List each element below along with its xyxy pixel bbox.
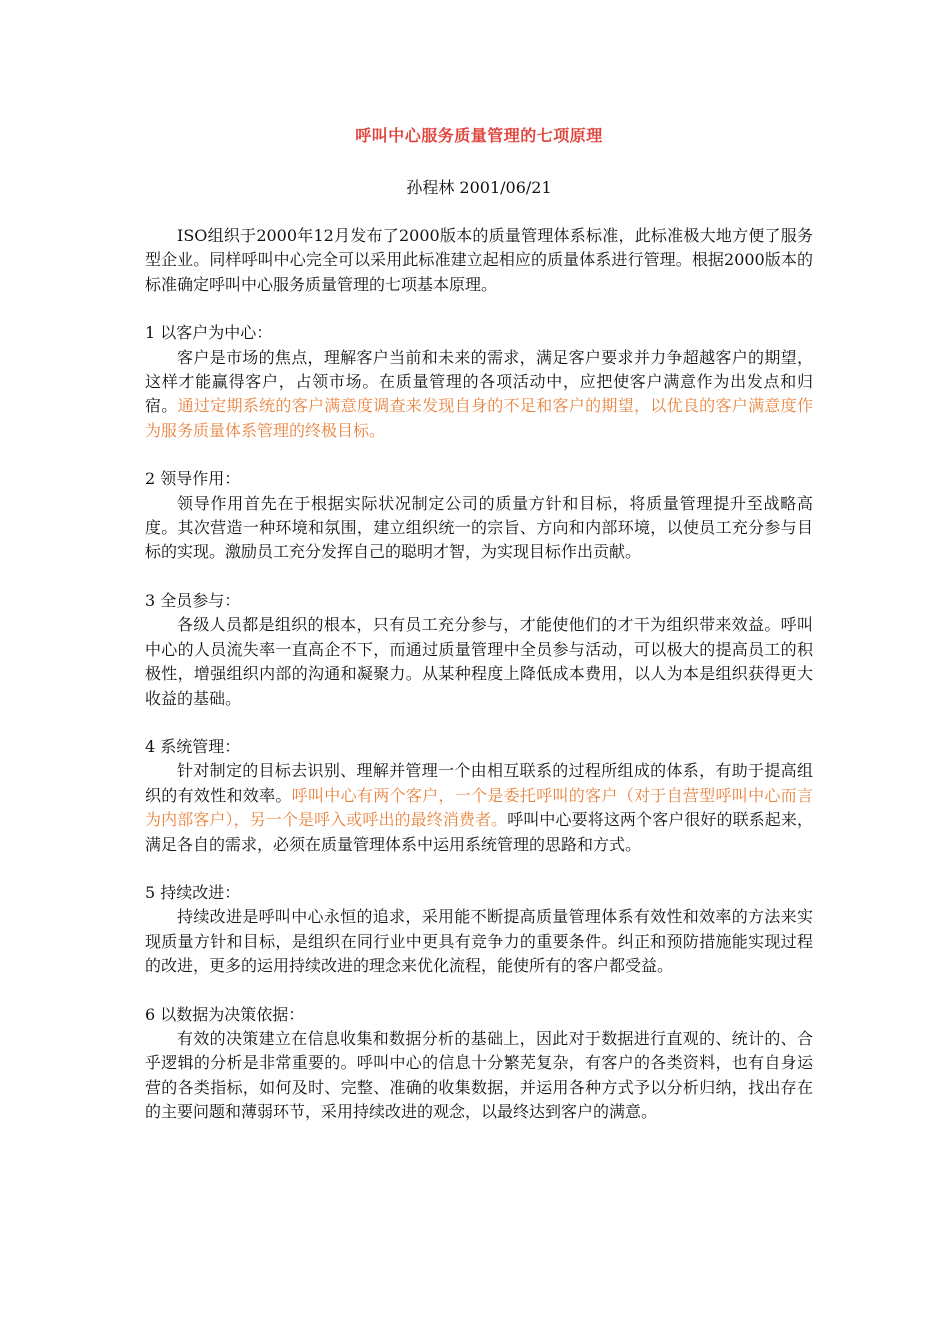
- section-text-continued: 呼叫中心要将这两个客户很好的联系起来，满足各自的需求，必须在质量管理体系中运用系统管理的思路和方式。: [145, 810, 813, 854]
- section-heading: 4 系统管理：: [145, 736, 241, 756]
- section-heading: 5 持续改进：: [145, 882, 241, 902]
- section-heading: 2 领导作用：: [145, 469, 241, 489]
- section-text: 持续改进是呼叫中心永恒的追求，采用能不断提高质量管理体系有效性和效率的方法来实现质量方针和目标，是组织在同行业中更具有竞争力的重要条件。纠正和预防措施能实现过程的改进，更多的运用持续改进的理念来优化流程，能使所有的客户都受益。: [145, 907, 813, 976]
- document-page: [145, 118, 813, 1125]
- section-text: 有效的决策建立在信息收集和数据分析的基础上，因此对于数据进行直观的、统计的、合乎逻辑的分析是非常重要的。呼叫中心的信息十分繁芜复杂，有客户的各类资料，也有自身运营的各类指标，如何及时、完整、准确的收集数据，并运用各种方式予以分析归纳，找出存在的主要问题和薄弱环节，采用持续改进的观念，以最终达到客户的满意。: [145, 1028, 813, 1122]
- intro-paragraph: ISO组织于2000年12月发布了2000版本的质量管理体系标准，此标准极大地方便了服务型企业。同样呼叫中心完全可以采用此标准建立起相应的质量体系进行管理。根据2000版本的标准确定呼叫中心服务质量管理的七项基本原理。: [145, 226, 813, 294]
- section-body: [145, 492, 813, 565]
- section-involvement: [145, 589, 813, 711]
- section-text: 领导作用首先在于根据实际状况制定公司的质量方针和目标，将质量管理提升至战略高度。其次营造一种环境和氛围，建立组织统一的宗旨、方向和内部环境，以使员工充分参与目标的实现。激励员工充分发挥自己的聪明才智，为实现目标作出贡献。: [145, 493, 813, 562]
- section-text: 客户是市场的焦点，理解客户当前和未来的需求，满足客户要求并力争超越客户的期望，这样才能赢得客户，占领市场。在质量管理的各项活动中，应把使客户满意作为出发点和归宿。: [145, 347, 813, 416]
- section-body: [145, 759, 813, 857]
- section-text: 针对制定的目标去识别、理解并管理一个由相互联系的过程所组成的体系，有助于提高组织的有效性和效率。: [145, 761, 813, 805]
- section-body: [145, 613, 813, 711]
- document-title: 呼叫中心服务质量管理的七项原理: [355, 126, 603, 145]
- section-heading: 3 全员参与：: [145, 590, 241, 610]
- section-continuous-improvement: [145, 881, 813, 979]
- highlighted-text: 通过定期系统的客户满意度调查来发现自身的不足和客户的期望，以优良的客户满意度作为服务质量体系管理的终极目标。: [145, 396, 813, 440]
- section-system-management: [145, 735, 813, 857]
- section-data-decisions: [145, 1003, 813, 1125]
- section-body: [145, 905, 813, 978]
- section-leadership: [145, 467, 813, 565]
- section-body: [145, 1027, 813, 1125]
- section-text: 各级人员都是组织的根本，只有员工充分参与，才能使他们的才干为组织带来效益。呼叫中心的人员流失率一直高企不下，而通过质量管理中全员参与活动，可以极大的提高员工的积极性，增强组织内部的沟通和凝聚力。从某种程度上降低成本费用，以人为本是组织获得更大收益的基础。: [145, 615, 813, 708]
- author-date-line: 孙程林 2001/06/21: [406, 178, 552, 197]
- section-heading: 1 以客户为中心：: [145, 323, 273, 343]
- section-heading: 6 以数据为决策依据：: [145, 1004, 305, 1024]
- section-body: [145, 346, 813, 444]
- highlighted-text: 呼叫中心有两个客户，一个是委托呼叫的客户（对于自营型呼叫中心而言为内部客户），另一个是呼入或呼出的最终消费者。: [145, 785, 813, 830]
- section-customer-focus: [145, 321, 813, 443]
